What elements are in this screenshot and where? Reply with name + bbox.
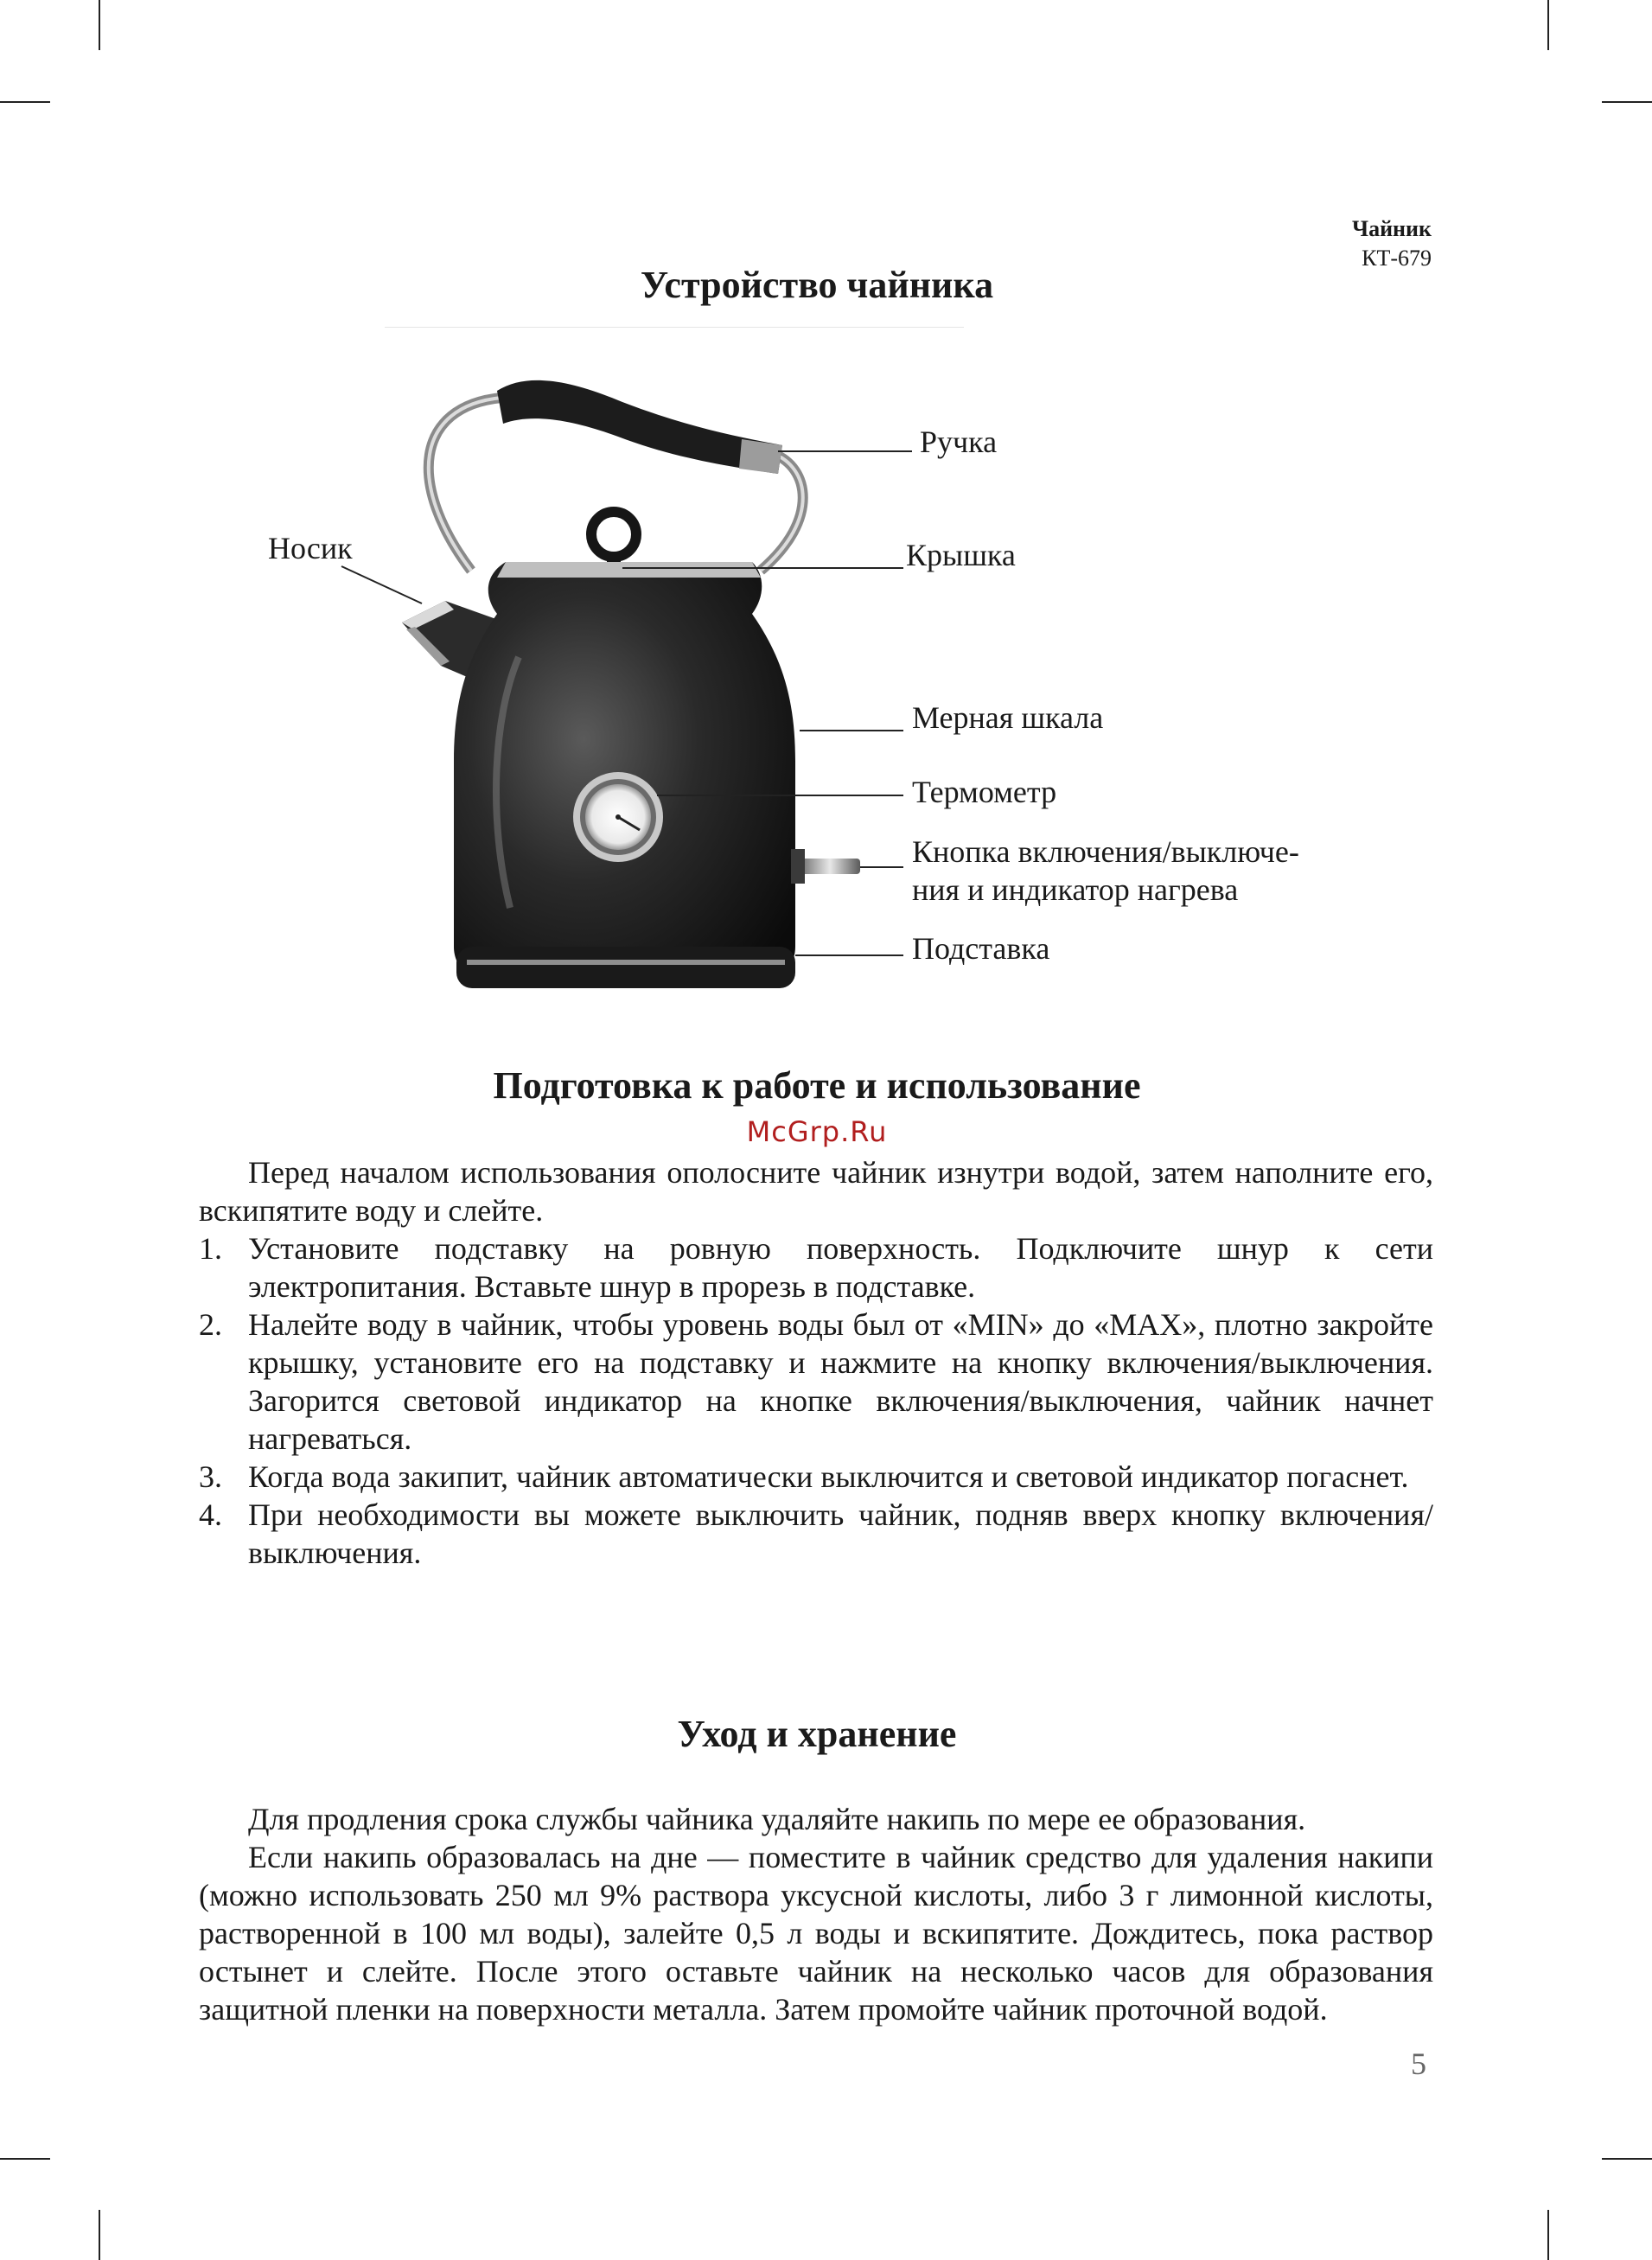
step-number: 3.: [199, 1459, 222, 1494]
page-number: 5: [1411, 2046, 1426, 2081]
preparation-text: [199, 1153, 1433, 1572]
preparation-intro: Перед началом использования ополосните чайник изнутри водой, затем наполните его, вскипятите воду и слейте.: [199, 1155, 1433, 1228]
label-base: Подставка: [912, 931, 1050, 966]
step-number: 4.: [199, 1497, 222, 1532]
crop-mark: [1602, 2158, 1652, 2160]
watermark: McGrp.Ru: [746, 1115, 888, 1148]
section-title-preparation: Подготовка к работе и использование: [493, 1064, 1141, 1107]
step-number: 2.: [199, 1307, 222, 1342]
step-number: 1.: [199, 1231, 222, 1266]
label-lid: Крышка: [906, 538, 1016, 572]
leader-line: [341, 566, 422, 603]
steps-list: [199, 1229, 1433, 1572]
list-item: [199, 1229, 1433, 1306]
label-thermometer: Термометр: [912, 775, 1057, 809]
label-spout: Носик: [268, 531, 353, 565]
header-model: КТ-679: [1362, 246, 1432, 271]
step-text: При необходимости вы можете выключить чайник, подняв вверх кнопку включения/выключения.: [248, 1497, 1433, 1570]
label-handle: Ручка: [920, 425, 998, 459]
step-text: Когда вода закипит, чайник автоматически выключится и световой индикатор погаснет.: [248, 1459, 1409, 1494]
care-text: [199, 1800, 1433, 2028]
step-text: Налейте воду в чайник, чтобы уровень воды был от «MIN» до «MAX», плотно закройте крышку, установите его на подставку и нажмите на кнопку включения/выключения. Загорится световой индикатор на кнопке включения/выключения, чайник начнет нагреваться.: [248, 1307, 1433, 1456]
label-button-line2: ния и индикатор нагрева: [912, 872, 1239, 907]
list-item: [199, 1458, 1433, 1496]
section-title-care: Уход и хранение: [677, 1713, 957, 1755]
lid-knob: [591, 512, 636, 557]
kettle-illustration: [0, 0, 1652, 1037]
section-title-device: Устройство чайника: [640, 264, 994, 306]
step-text: Установите подставку на ровную поверхность. Подключите шнур к сети электропитания. Вставьте шнур в прорезь в подставке.: [248, 1231, 1433, 1304]
label-scale: Мерная шкала: [912, 700, 1104, 735]
label-button-line1: Кнопка включения/выключе-: [912, 834, 1299, 869]
handle-wire: [429, 398, 501, 571]
header-product: Чайник: [1351, 216, 1432, 241]
crop-mark: [99, 2210, 100, 2260]
crop-mark: [0, 2158, 50, 2160]
care-paragraph: Если накипь образовалась на дне — поместите в чайник средство для удаления накипи (можно использовать 250 мл 9% раствора уксусной кислоты, либо 3 г лимонной кислоты, растворенной в 100 мл воды), залейте 0,5 л воды и вскипятите. Дождитесь, пока раствор остынет и слейте. После этого оставьте чайник на несколько часов для образования защитной пленки на поверхности металла. Затем промойте чайник проточной водой.: [199, 1840, 1433, 2027]
list-item: [199, 1306, 1433, 1458]
list-item: [199, 1496, 1433, 1572]
kettle-base: [456, 947, 795, 988]
care-paragraph: Для продления срока службы чайника удаляйте накипь по мере ее образования.: [248, 1802, 1306, 1836]
power-switch: [800, 859, 860, 874]
crop-mark: [1547, 2210, 1549, 2260]
handle-grip: [497, 380, 782, 474]
